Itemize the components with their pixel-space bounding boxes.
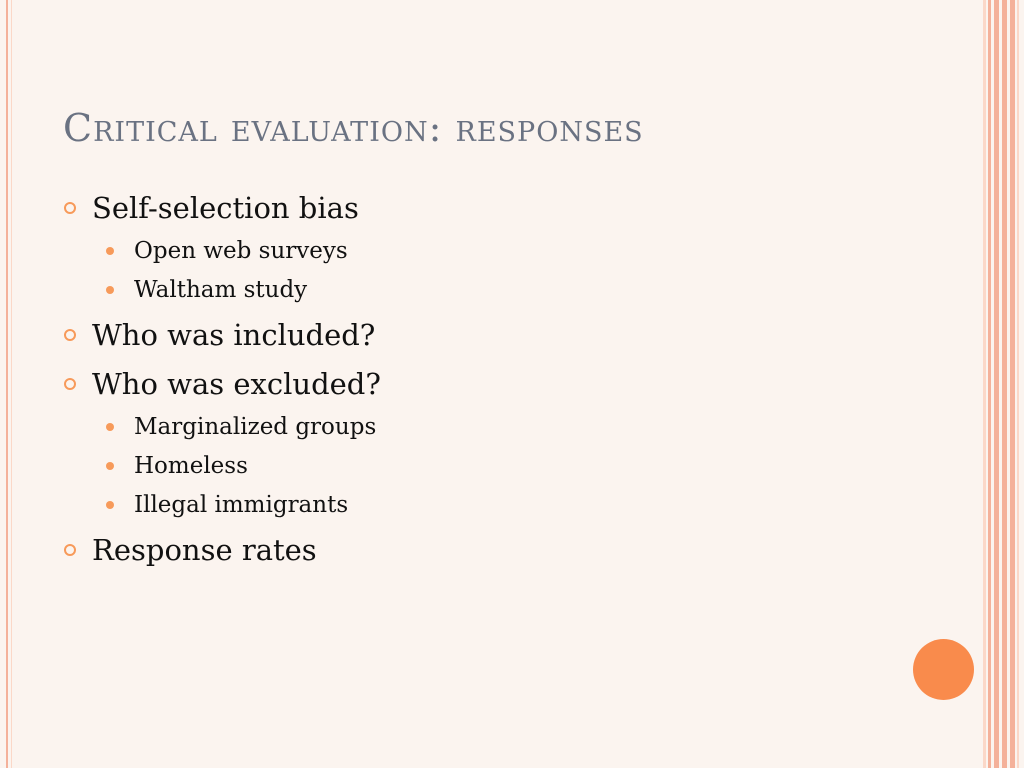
sub-bullet-item (62, 485, 381, 525)
bullet-ring-icon (64, 329, 76, 341)
sub-bullet-text: Waltham study (134, 277, 308, 303)
sub-bullet-text: Illegal immigrants (134, 492, 349, 518)
bullet-text: Self-selection bias (92, 191, 359, 225)
sub-bullet-text: Marginalized groups (134, 414, 377, 440)
bullet-dot-icon (106, 462, 114, 470)
bullet-dot-icon (106, 286, 114, 294)
bullet-item (62, 362, 381, 406)
bullet-ring-icon (64, 202, 76, 214)
bullet-list (62, 186, 381, 577)
bullet-dot-icon (106, 423, 114, 431)
sub-bullet-item (62, 231, 381, 271)
bullet-item (62, 186, 381, 230)
border-line (988, 0, 991, 768)
bullet-ring-icon (64, 544, 76, 556)
sub-bullet-text: Open web surveys (134, 238, 348, 264)
bullet-dot-icon (106, 501, 114, 509)
border-line (11, 0, 12, 768)
bullet-text: Response rates (92, 533, 317, 567)
border-line (994, 0, 999, 768)
bullet-item (62, 528, 381, 572)
sub-bullet-text: Homeless (134, 453, 248, 479)
border-line (1017, 0, 1019, 768)
sub-bullet-item (62, 446, 381, 486)
bullet-dot-icon (106, 247, 114, 255)
bullet-item (62, 313, 381, 357)
decorative-circle-icon (913, 639, 974, 700)
border-line (6, 0, 8, 768)
bullet-ring-icon (64, 378, 76, 390)
border-line (983, 0, 986, 768)
bullet-text: Who was included? (92, 318, 376, 352)
sub-bullet-item (62, 270, 381, 310)
slide-title: Critical evaluation: responses (63, 106, 644, 150)
border-line (1010, 0, 1015, 768)
bullet-text: Who was excluded? (92, 367, 381, 401)
border-line (1002, 0, 1007, 768)
sub-bullet-item (62, 407, 381, 447)
